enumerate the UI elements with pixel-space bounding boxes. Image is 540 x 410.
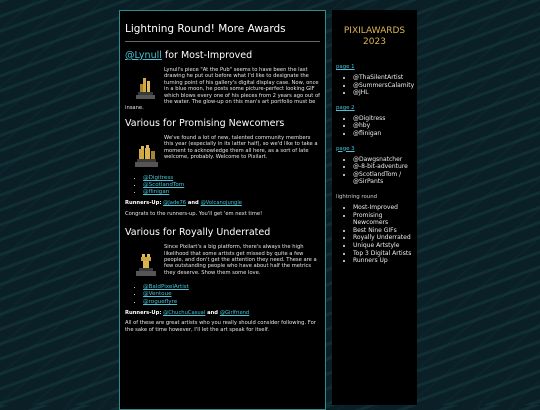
lynull-link[interactable]: @Lynull bbox=[125, 50, 162, 61]
winner-link[interactable]: @flinigan bbox=[143, 189, 170, 196]
runner-up-link[interactable]: @Volcanojungle bbox=[200, 200, 242, 207]
most-improved-description: Lynull's piece "At the Pub" seems to have been the last drawing he put out before what I'd like to designate the turning point of his gallery's digital display case. Now, once in a blue moon, he posts some picture-perfect looking GIF which blows every one of his pieces from 2 years ago out of the water. The glow-up on this man's art portfolio must be insane. bbox=[125, 67, 320, 112]
most-improved-block bbox=[125, 67, 320, 112]
list-item: • @Digitress bbox=[353, 115, 413, 123]
list-item bbox=[143, 182, 320, 189]
list-item bbox=[143, 291, 320, 298]
list-item: • Unique Artstyle bbox=[353, 242, 413, 250]
list-item bbox=[143, 284, 320, 291]
runner-up-link[interactable]: @ChuchuCasual bbox=[163, 309, 206, 316]
underrated-block bbox=[125, 244, 320, 280]
section-royally-underrated-title: Various for Royally Underrated bbox=[125, 227, 271, 239]
section-promising-newcomers-title: Various for Promising Newcomers bbox=[125, 117, 285, 129]
sidebar-page-1-link[interactable]: page 1 bbox=[336, 64, 355, 70]
trophy-icon bbox=[133, 75, 159, 101]
list-item: • Most-Improved bbox=[353, 204, 413, 212]
sidebar-title: PIXILAWARDS 2023 bbox=[343, 26, 406, 47]
sidebar-page-1-list bbox=[336, 74, 413, 97]
sidebar-lightning-list bbox=[336, 204, 413, 265]
list-item: • @hby bbox=[353, 122, 413, 130]
underrated-winner-list bbox=[125, 284, 320, 306]
title-divider bbox=[125, 41, 320, 42]
list-item: • @-8-bit-adventure bbox=[353, 163, 413, 171]
newcomers-congrats: Congrats to the runners-up. You'll get 'em next time! bbox=[125, 210, 263, 217]
list-item: • @ScotlandTom / @SirPants bbox=[353, 171, 413, 186]
newcomers-winner-list bbox=[125, 175, 320, 197]
winner-link[interactable]: @ScotlandTom bbox=[143, 182, 185, 189]
list-item: • Best Nine GIFs bbox=[353, 227, 413, 235]
underrated-runners-up: Runners-Up: @ChuchuCasual and @Girlfriend bbox=[125, 309, 250, 316]
list-item: • Runners Up bbox=[353, 257, 413, 265]
list-item: • @SummersCalamity bbox=[353, 82, 413, 90]
winner-link[interactable]: @rogueflyre bbox=[143, 298, 178, 305]
list-item: • @flinigan bbox=[353, 130, 413, 138]
list-item bbox=[143, 189, 320, 196]
section-most-improved-title: @Lynull for Most-Improved bbox=[125, 50, 253, 61]
list-item bbox=[143, 175, 320, 182]
post-panel bbox=[119, 10, 326, 410]
runner-up-link[interactable]: @Jade76 bbox=[163, 200, 187, 207]
underrated-closing: All of these are great artists who you really should consider following. For the sake of time however, I'll let the art speak for itself. bbox=[125, 320, 316, 333]
list-item bbox=[143, 299, 320, 306]
crown-trophy-icon bbox=[133, 252, 159, 278]
newcomers-block bbox=[125, 135, 320, 171]
sidebar-page-2-list bbox=[336, 115, 413, 138]
list-item: • @ThaSilentArtist bbox=[353, 74, 413, 82]
newcomers-description: We've found a lot of new, talented community members this year (especially in its latter half), so we'd like to take a moment to acknowledge them all here, as a sort of late welcome, probably. Welcome to Pixilart. bbox=[164, 134, 318, 161]
winner-link[interactable]: @Digitress bbox=[143, 174, 174, 181]
list-item: • @Dawgsnatcher bbox=[353, 156, 413, 164]
runner-up-link[interactable]: @Girlfriend bbox=[219, 309, 250, 316]
sidebar-lightning-label: lightning round bbox=[336, 193, 378, 200]
list-item: • Top 3 Digital Artists bbox=[353, 250, 413, 258]
sidebar-page-2-link[interactable]: page 2 bbox=[336, 104, 355, 111]
winner-link[interactable]: @Ventoue bbox=[143, 291, 172, 298]
post-title: Lightning Round! More Awards bbox=[125, 23, 286, 35]
sidebar-page-3-list bbox=[336, 156, 413, 186]
list-item: • @JHL bbox=[353, 89, 413, 97]
newcomers-runners-up: Runners-Up: @Jade76 and @Volcanojungle bbox=[125, 200, 242, 207]
underrated-description: Since Pixilart's a big platform, there's always the high likelihood that some artists get missed by quite a few people, and don't get the attention they need. These are a few outstanding people who have about half the metrics they deserve. Show them some love. bbox=[164, 244, 317, 276]
list-item: • Royally Underrated bbox=[353, 234, 413, 242]
sidebar-page-3-link[interactable]: page 3 bbox=[336, 145, 355, 152]
winner-link[interactable]: @BaldPixelArtist bbox=[143, 284, 189, 291]
list-item: • Promising Newcomers bbox=[353, 212, 413, 227]
trophy-icon bbox=[133, 143, 159, 169]
sidebar bbox=[332, 10, 417, 405]
